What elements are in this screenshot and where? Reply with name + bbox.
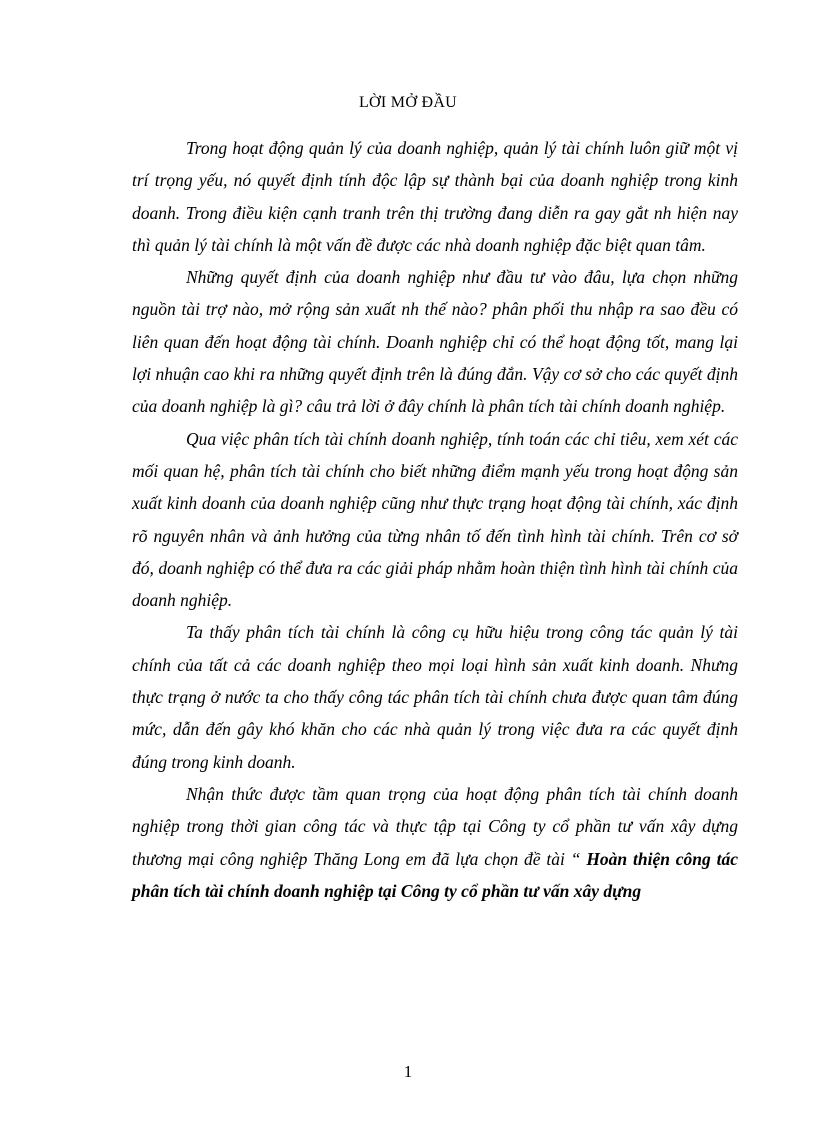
thesis-title: Hoàn thiện công tác phân tích tài chính doanh nghiệp tại Công ty cổ phần tư vấn xây dựng	[132, 848, 739, 901]
page-number: 1	[403, 1062, 413, 1081]
page-title: LỜI MỞ ĐẦU	[358, 94, 458, 111]
paragraph-1: Trong hoạt động quản lý của doanh nghiệp, quản lý tài chính luôn giữ một vị trí trọng yếu, nó quyết định tính độc lập sự thành bại của doanh nghiệp trong kinh doanh. Trong điều kiện cạnh tranh trên thị trường đang diễn ra gay gắt nh hiện nay thì quản lý tài chính là một vấn đề được các nhà doanh nghiệp đặc biệt quan tâm.	[132, 138, 738, 255]
body-text	[132, 132, 738, 907]
paragraph-5	[132, 778, 738, 907]
paragraph-2: Những quyết định của doanh nghiệp như đầu tư vào đâu, lựa chọn những nguồn tài trợ nào, mở rộng sản xuất nh thế nào? phân phối thu nhập ra sao đều có liên quan đến hoạt động tài chính. Doanh nghiệp chỉ có thể hoạt động tốt, mang lại lợi nhuận cao khi ra những quyết định trên là đúng đắn. Vậy cơ sở cho các quyết định của doanh nghiệp là gì? câu trả lời ở đây chính là phân tích tài chính doanh nghiệp.	[132, 267, 738, 417]
paragraph-4: Ta thấy phân tích tài chính là công cụ hữu hiệu trong công tác quản lý tài chính của tất cả các doanh nghiệp theo mọi loại hình sản xuất kinh doanh. Nhưng thực trạng ở nước ta cho thấy công tác phân tích tài chính chưa được quan tâm đúng mức, dẫn đến gây khó khăn cho các nhà quản lý trong việc đưa ra các quyết định đúng trong kinh doanh.	[132, 622, 738, 772]
paragraph-3: Qua việc phân tích tài chính doanh nghiệp, tính toán các chỉ tiêu, xem xét các mối quan hệ, phân tích tài chính cho biết những điểm mạnh yếu trong hoạt động sản xuất kinh doanh của doanh nghiệp cũng như thực trạng hoạt động tài chính, xác định rõ nguyên nhân và ảnh hưởng của từng nhân tố đến tình hình tài chính. Trên cơ sở đó, doanh nghiệp có thể đưa ra các giải pháp nhằm hoàn thiện tình hình tài chính của doanh nghiệp.	[132, 428, 738, 611]
paragraph-5-text: Nhận thức được tầm quan trọng của hoạt động phân tích tài chính doanh nghiệp trong thời gian công tác và thực tập tại Công ty cổ phần tư vấn xây dựng thương mại công nghiệp Thăng Long em đã lựa chọn đề tài “	[132, 783, 738, 869]
